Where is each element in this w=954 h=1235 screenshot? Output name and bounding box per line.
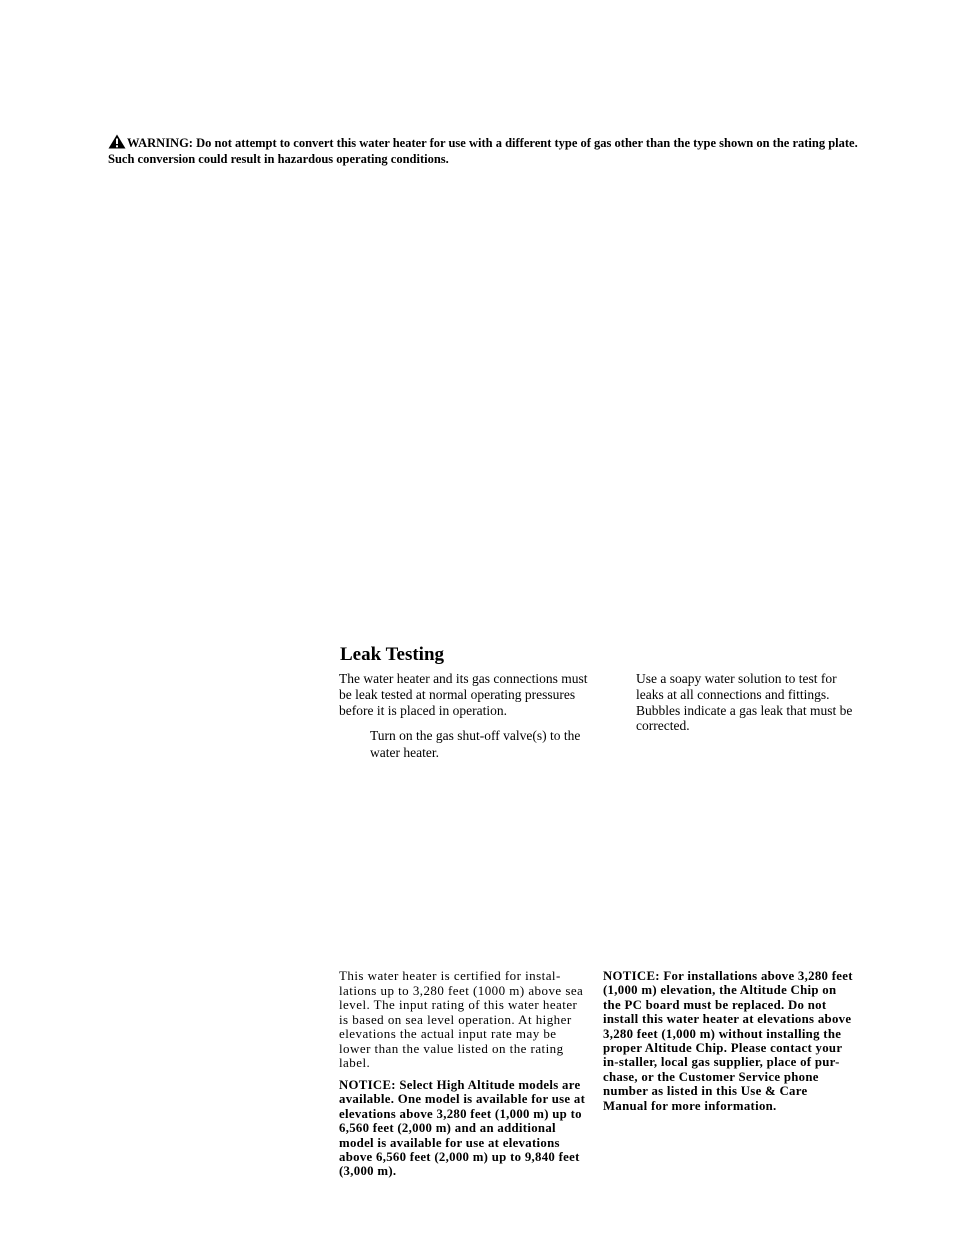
gas-conversion-warning <box>108 134 868 167</box>
soap-test-instructions: Use a soapy water solution to test for leaks at all connections and fittings. Bubbles indicate a gas leak that must be corrected. <box>636 671 853 734</box>
warning-text: WARNING: Do not attempt to convert this water heater for use with a different type of gas other than the type shown on the rating plate. Such conversion could result in hazardous operating conditions. <box>108 136 858 166</box>
high-altitude-certification: This water heater is certified for instal-lations up to 3,280 feet (1000 m) above sea level. The input rating of this water heater is based on sea level operation. At higher elevations the actual input rate may be lower than the value listed on the rating label. <box>339 968 584 1070</box>
warning-triangle-icon <box>108 134 126 149</box>
leak-testing-step: Turn on the gas shut-off valve(s) to the water heater. <box>370 728 581 760</box>
leak-testing-intro: The water heater and its gas connections must be leak tested at normal operating pressures before it is placed in operation. <box>339 671 588 718</box>
leak-testing-heading: Leak Testing <box>340 644 445 665</box>
altitude-chip-notice: NOTICE: For installations above 3,280 feet (1,000 m) elevation, the Altitude Chip on the PC board must be replaced. Do not install this water heater at elevations above 3,280 feet (1,000 m) without installing the proper Altitude Chip. Please contact your in-staller, local gas supplier, place of pur-chase, or the Customer Service phone number as listed in this Use & Care Manual for more information. <box>603 969 853 1113</box>
high-altitude-models-notice: NOTICE: Select High Altitude models are available. One model is available for use at elevations above 3,280 feet (1,000 m) up to 6,560 feet (2,000 m) and an additional model is available for use at elevations above 6,560 feet (2,000 m) up to 9,840 feet (3,000 m). <box>339 1078 586 1179</box>
